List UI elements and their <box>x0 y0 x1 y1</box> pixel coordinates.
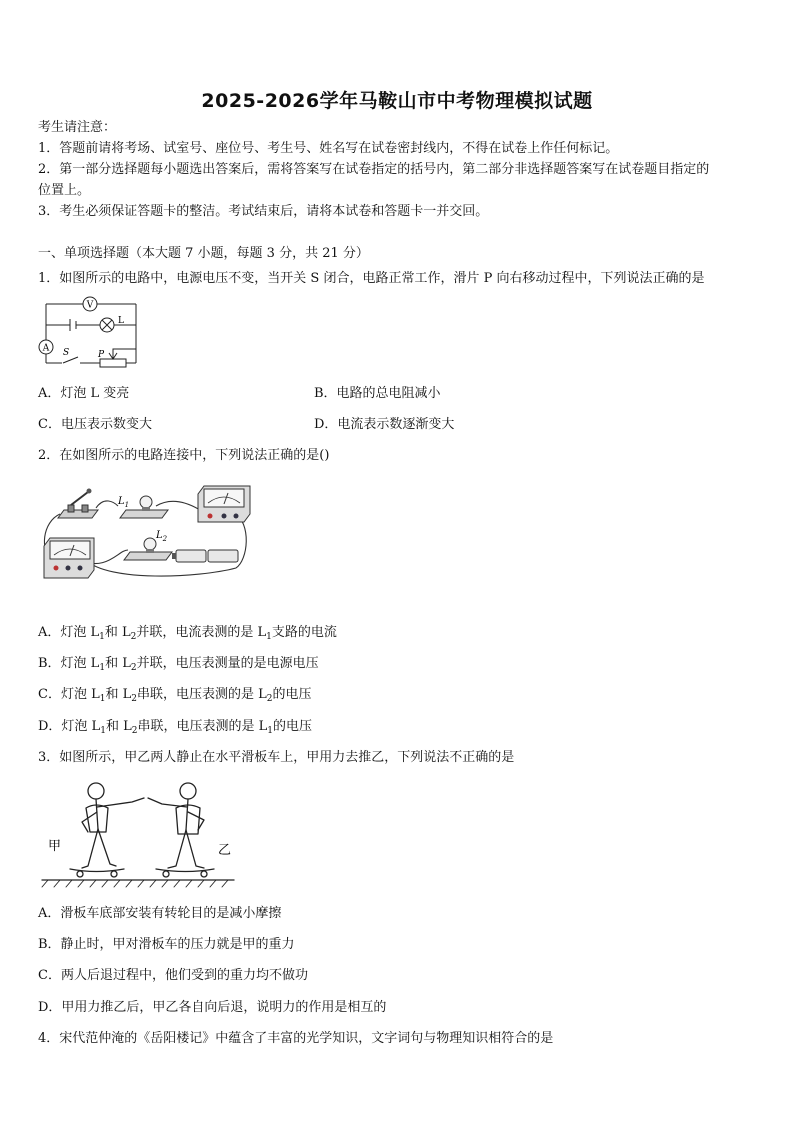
slider-label: P <box>98 350 105 360</box>
q2-option-d[interactable]: D．灯泡 $L_1$和 $L_2$串联，电压表测的是 $L_1$的电压 <box>38 719 312 736</box>
q1-option-c[interactable]: C．电压表示数变大 <box>38 417 152 432</box>
q1-circuit-diagram <box>38 293 144 373</box>
q4-stem: 4．宋代范仲淹的《岳阳楼记》中蕴含了丰富的光学知识，文字词句与物理知识相符合的是 <box>38 1031 554 1046</box>
section-heading: 一、单项选择题（本大题 7 小题，每题 3 分，共 21 分） <box>38 246 369 261</box>
knife-switch <box>58 489 98 519</box>
battery-pack <box>172 550 238 562</box>
ammeter-label: A <box>42 343 50 354</box>
l1-label: $L_1$ <box>118 496 130 509</box>
voltmeter-device <box>44 538 94 578</box>
page-title: 2025-2026学年马鞍山市中考物理模拟试题 <box>201 90 593 112</box>
q1-option-d[interactable]: D．电流表示数逐渐变大 <box>314 417 455 432</box>
q1-option-a[interactable]: A．灯泡 L 变亮 <box>38 386 130 401</box>
q3-skateboard-figure <box>38 774 238 888</box>
q2-option-c[interactable]: C．灯泡 $L_1$和 $L_2$串联，电压表测的是 $L_2$的电压 <box>38 687 312 704</box>
l2-label: $L_2$ <box>156 530 168 543</box>
notice-item-3: 3．考生必须保证答题卡的整洁。考试结束后，请将本试卷和答题卡一并交回。 <box>38 204 489 219</box>
q1-option-b[interactable]: B．电路的总电阻减小 <box>314 386 441 401</box>
notice-header: 考生请注意： <box>38 120 117 135</box>
notice-item-2-cont: 位置上。 <box>38 183 91 198</box>
notice-item-2: 2．第一部分选择题每小题选出答案后，需将答案写在试卷指定的括号内，第二部分非选择题答案写在试卷题目指定的 <box>38 162 710 177</box>
q3-option-b[interactable]: B．静止时，甲对滑板车的压力就是甲的重力 <box>38 937 295 952</box>
q3-option-a[interactable]: A．滑板车底部安装有转轮目的是减小摩擦 <box>38 906 282 921</box>
ammeter-device <box>198 486 250 522</box>
switch-label: S <box>63 348 70 358</box>
q2-stem: 2．在如图所示的电路连接中，下列说法正确的是() <box>38 448 330 463</box>
q2-circuit-photo <box>38 474 262 582</box>
lamp-label: L <box>118 316 124 326</box>
q2-option-a[interactable]: A．灯泡 $L_1$和 $L_2$并联，电流表测的是 $L_1$支路的电流 <box>38 625 337 642</box>
q1-stem: 1．如图所示的电路中，电源电压不变，当开关 S 闭合，电路正常工作，滑片 P 向右移动过程中，下列说法正确的是 <box>38 271 705 286</box>
label-yi: 乙 <box>218 843 232 858</box>
voltmeter-label: V <box>86 300 94 311</box>
q2-option-b[interactable]: B．灯泡 $L_1$和 $L_2$并联，电压表测量的是电源电压 <box>38 656 319 673</box>
label-jia: 甲 <box>48 839 62 854</box>
q3-option-c[interactable]: C．两人后退过程中，他们受到的重力均不做功 <box>38 968 308 983</box>
q3-stem: 3．如图所示，甲乙两人静止在水平滑板车上，甲用力去推乙，下列说法不正确的是 <box>38 750 515 765</box>
q3-option-d[interactable]: D．甲用力推乙后，甲乙各自向后退，说明力的作用是相互的 <box>38 1000 387 1015</box>
notice-item-1: 1．答题前请将考场、试室号、座位号、考生号、姓名写在试卷密封线内，不得在试卷上作任何标记。 <box>38 141 619 156</box>
